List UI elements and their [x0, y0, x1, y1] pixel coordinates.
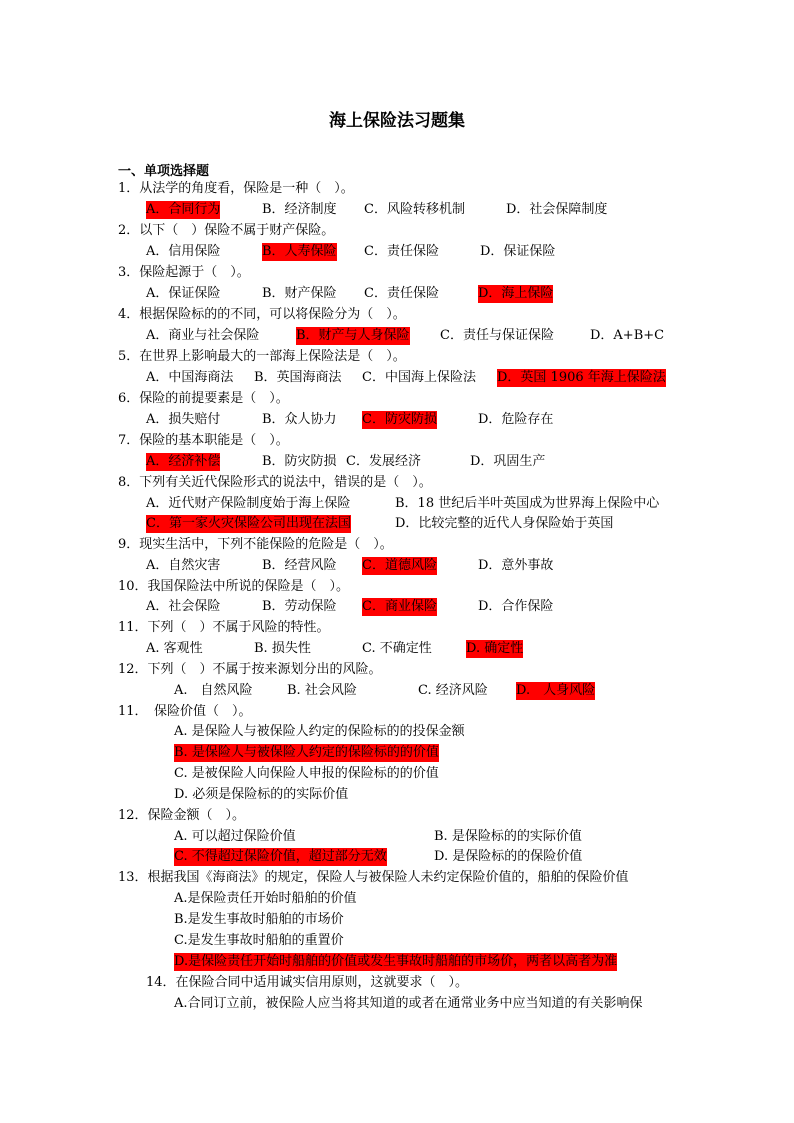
question-text: 9．现实生活中，下列不能保险的危险是（ ）。: [118, 537, 393, 552]
question-text: 11． 保险价值（ ）。: [118, 704, 252, 719]
page-title: 海上保险法习题集: [329, 111, 465, 131]
question-text: A．商业与社会保险: [146, 328, 260, 343]
question-text: C. 经济风险: [418, 683, 488, 698]
question-text: C．责任保险: [364, 286, 439, 301]
highlighted-answer: C．第一家火灾保险公司出现在法国: [146, 516, 351, 531]
question-text: B．英国海商法: [254, 370, 342, 385]
highlighted-answer: C．道德风险: [362, 558, 437, 573]
question-text: 5．在世界上影响最大的一部海上保险法是（ ）。: [118, 349, 406, 364]
question-text: D．意外事故: [478, 558, 554, 573]
question-text: C．中国海上保险法: [362, 370, 476, 385]
question-text: C．责任保险: [364, 244, 439, 259]
highlighted-answer: D.是保险责任开始时船舶的价值或发生事故时船舶的市场价，两者以高者为准: [174, 954, 618, 969]
question-text: B. 社会风险: [287, 683, 357, 698]
question-text: C．风险转移机制: [364, 202, 465, 217]
question-text: C．发展经济: [346, 454, 421, 469]
question-text: B.是发生事故时船舶的市场价: [174, 912, 344, 927]
question-text: 11．下列（ ）不属于风险的特性。: [118, 620, 330, 635]
question-text: A.合同订立前，被保险人应当将其知道的或者在通常业务中应当知道的有关影响保: [174, 996, 643, 1011]
highlighted-answer: C. 不得超过保险价值，超过部分无效: [174, 849, 387, 864]
question-text: 10．我国保险法中所说的保险是（ ）。: [118, 579, 350, 594]
question-text: D．A+B+C: [590, 328, 665, 343]
question-text: D．社会保障制度: [506, 202, 608, 217]
question-text: D. 必须是保险标的的实际价值: [174, 787, 349, 802]
question-text: C. 是被保险人向保险人申报的保险标的的价值: [174, 766, 439, 781]
question-text: 14．在保险合同中适用诚实信用原则，这就要求（ ）。: [146, 975, 469, 990]
highlighted-answer: A．经济补偿: [146, 454, 221, 469]
question-text: D. 是保险标的的保险价值: [434, 849, 583, 864]
question-text: A. 客观性: [146, 641, 203, 656]
question-text: D．保证保险: [480, 244, 556, 259]
question-text: B．经营风险: [262, 558, 337, 573]
highlighted-answer: A．合同行为: [146, 202, 221, 217]
question-text: A．保证保险: [146, 286, 221, 301]
question-text: C．责任与保证保险: [440, 328, 554, 343]
question-text: A．社会保险: [146, 599, 221, 614]
question-text: 12．保险金额（ ）。: [118, 808, 246, 823]
question-text: 3．保险起源于（ ）。: [118, 265, 250, 280]
question-text: D．巩固生产: [470, 454, 546, 469]
highlighted-answer: C．防灾防损: [362, 412, 437, 427]
question-text: B. 是保险标的的实际价值: [434, 829, 582, 844]
question-text: B．财产保险: [262, 286, 337, 301]
question-text: A．近代财产保险制度始于海上保险: [146, 496, 351, 511]
highlighted-answer: D．海上保险: [478, 286, 554, 301]
question-text: A．自然灾害: [146, 558, 221, 573]
question-text: A．中国海商法: [146, 370, 234, 385]
question-text: 8．下列有关近代保险形式的说法中，错误的是（ ）。: [118, 475, 432, 490]
section-heading: 一、单项选择题: [118, 164, 210, 179]
question-text: 12．下列（ ）不属于按来源划分出的风险。: [118, 662, 382, 677]
question-text: B．18 世纪后半叶英国成为世界海上保险中心: [395, 496, 660, 511]
question-text: B．众人协力: [262, 412, 337, 427]
question-text: B．劳动保险: [262, 599, 337, 614]
highlighted-answer: B．人寿保险: [262, 244, 337, 259]
question-text: 2．以下（ ）保险不属于财产保险。: [118, 223, 335, 238]
question-text: D．危险存在: [478, 412, 554, 427]
highlighted-answer: B. 是保险人与被保险人约定的保险标的的价值: [174, 745, 439, 760]
question-text: A. 自然风险: [174, 683, 253, 698]
question-text: 4．根据保险标的的不同，可以将保险分为（ ）。: [118, 307, 406, 322]
question-text: 13．根据我国《海商法》的规定，保险人与被保险人未约定保险价值的，船舶的保险价值: [118, 870, 629, 885]
question-text: 6．保险的前提要素是（ ）。: [118, 391, 289, 406]
question-text: D．比较完整的近代人身保险始于英国: [395, 516, 614, 531]
question-text: A. 是保险人与被保险人约定的保险标的的投保金额: [174, 724, 465, 739]
question-text: 1．从法学的角度看，保险是一种（ ）。: [118, 181, 354, 196]
highlighted-answer: D. 人身风险: [516, 683, 596, 698]
question-text: A.是保险责任开始时船舶的价值: [174, 891, 357, 906]
question-text: 7．保险的基本职能是（ ）。: [118, 433, 289, 448]
question-text: C.是发生事故时船舶的重置价: [174, 933, 344, 948]
question-text: B．防灾防损: [262, 454, 337, 469]
question-text: B. 损失性: [254, 641, 311, 656]
question-text: A．损失赔付: [146, 412, 221, 427]
highlighted-answer: D. 确定性: [466, 641, 524, 656]
question-text: A. 可以超过保险价值: [174, 829, 296, 844]
highlighted-answer: D．英国 1906 年海上保险法: [497, 370, 666, 385]
question-text: A．信用保险: [146, 244, 221, 259]
question-text: B．经济制度: [262, 202, 337, 217]
question-text: D．合作保险: [478, 599, 554, 614]
question-text: C. 不确定性: [362, 641, 432, 656]
highlighted-answer: C．商业保险: [362, 599, 437, 614]
highlighted-answer: B．财产与人身保险: [296, 328, 410, 343]
